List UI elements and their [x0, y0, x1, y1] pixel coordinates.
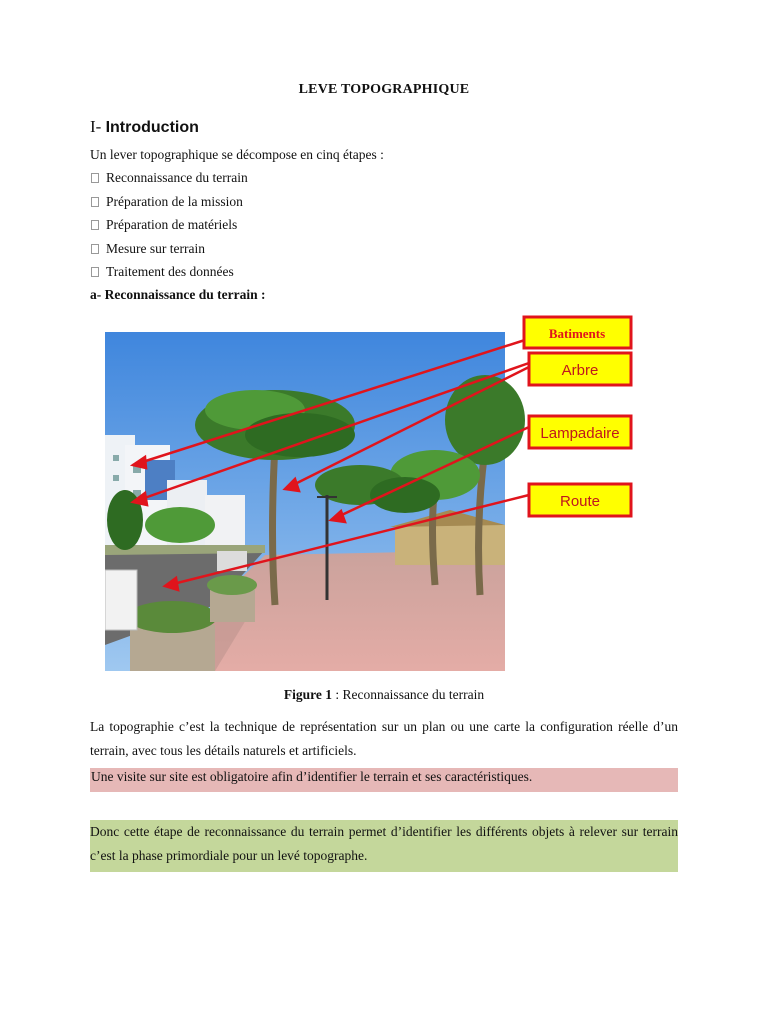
- bullet-box-icon: [91, 244, 99, 254]
- svg-text:Batiments: Batiments: [548, 326, 606, 341]
- section-number: I-: [90, 117, 102, 136]
- intro-text: Un lever topographique se décompose en cinq étapes :: [90, 147, 384, 162]
- list-item: Préparation de matériels: [90, 217, 248, 241]
- svg-text:Arbre: Arbre: [561, 362, 599, 379]
- list-item: Mesure sur terrain: [90, 241, 248, 265]
- bullet-box-icon: [91, 197, 99, 207]
- document-title: LEVE TOPOGRAPHIQUE: [298, 82, 470, 97]
- subsection-heading: a- Reconnaissance du terrain :: [90, 287, 266, 302]
- caption-text: : Reconnaissance du terrain: [331, 687, 485, 702]
- list-item: Préparation de la mission: [90, 194, 248, 218]
- figure-label-lampadaire: [529, 416, 631, 448]
- svg-text:Lampadaire: Lampadaire: [540, 425, 620, 442]
- bullet-box-icon: [91, 267, 99, 277]
- section-heading: [90, 117, 199, 137]
- list-item: Traitement des données: [90, 264, 248, 288]
- steps-list: [90, 170, 248, 288]
- section-title: Introduction: [105, 119, 199, 136]
- list-item: Reconnaissance du terrain: [90, 170, 248, 194]
- paragraph-definition: La topographie c’est la technique de représentation sur un plan ou une carte la configuration réelle d’un terrain, avec tous les détails naturels et artificiels.: [90, 719, 678, 758]
- figure-photo: [105, 315, 645, 675]
- figure-label-route: [529, 484, 631, 516]
- figure-label-batiments: [524, 317, 631, 348]
- figure-caption: [0, 687, 768, 703]
- street-photo: [105, 332, 525, 671]
- highlight-green-paragraph: Donc cette étape de reconnaissance du terrain permet d’identifier les différents objets à relever sur terrain c’est la phase primordiale pour un levé topographe.: [90, 820, 678, 872]
- figure-label-arbre: [529, 353, 631, 385]
- bullet-box-icon: [91, 173, 99, 183]
- caption-prefix: Figure 1: [283, 687, 332, 702]
- svg-text:Route: Route: [559, 493, 601, 510]
- highlight-red-paragraph: Une visite sur site est obligatoire afin d’identifier le terrain et ses caractéristiques.: [90, 768, 678, 792]
- bullet-box-icon: [91, 220, 99, 230]
